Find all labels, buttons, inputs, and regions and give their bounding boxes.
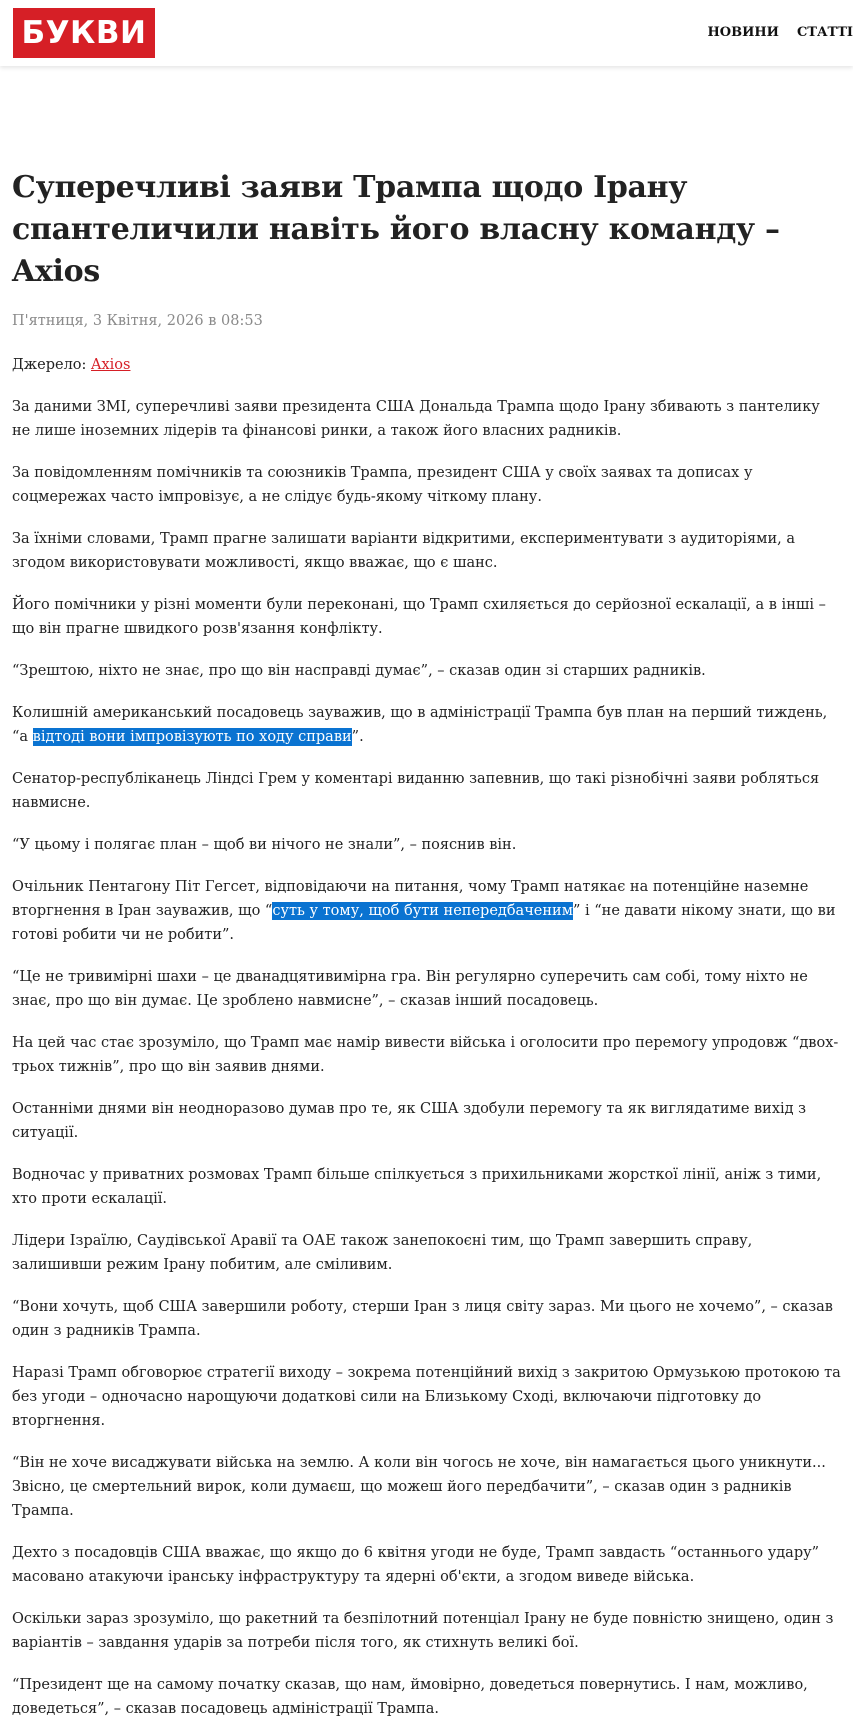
source-link[interactable]: Axios <box>91 357 130 373</box>
paragraph: Дехто з посадовців США вважає, що якщо до 6 квітня угоди не буде, Трамп завдасть “останнього удару” масовано атакуючи іранську інфраструктуру та ядерні об'єкти, а згодом виведе війська. <box>12 1541 841 1589</box>
source-label: Джерело: <box>12 357 91 373</box>
paragraph-text: ” і “не давати нікому знати, що ви готові робити чи не робити”. <box>12 903 835 943</box>
article-title: Суперечливі заяви Трампа щодо Ірану спантеличили навіть його власну команду – Axios <box>12 66 841 293</box>
paragraph: На цей час стає зрозуміло, що Трамп має намір вивести війська і оголосити про перемогу упродовж “двох-трьох тижнів”, про що він заявив днями. <box>12 1031 841 1079</box>
site-header <box>0 0 853 66</box>
article-date: П'ятниця, 3 Квітня, 2026 в 08:53 <box>12 311 841 331</box>
selected-text[interactable]: відтоді вони імпровізують по ходу справи <box>33 728 352 746</box>
paragraph: “Він не хоче висаджувати війська на землю. А коли він чогось не хоче, він намагається цього уникнути... Звісно, це смертельний вирок, коли думаєш, що можеш його передбачити”, – сказав один з радників Трампа. <box>12 1451 841 1523</box>
paragraph-with-selection <box>12 701 841 749</box>
paragraph: Сенатор-республіканець Ліндсі Грем у коментарі виданню запевнив, що такі різнобічні заяви робляться навмисне. <box>12 767 841 815</box>
selected-text[interactable]: суть у тому, щоб бути непередбаченим <box>272 902 573 920</box>
paragraph: “У цьому і полягає план – щоб ви нічого не знали”, – пояснив він. <box>12 833 841 857</box>
paragraph: Останніми днями він неодноразово думав про те, як США здобули перемогу та як виглядатиме вихід з ситуації. <box>12 1097 841 1145</box>
paragraph-with-selection <box>12 875 841 947</box>
nav-item-articles[interactable]: СТАТТІ <box>797 0 853 66</box>
article <box>0 66 853 1721</box>
paragraph: “Це не тривимірні шахи – це дванадцятивимірна гра. Він регулярно суперечить сам собі, тому ніхто не знає, про що він думає. Це зроблено навмисне”, – сказав інший посадовець. <box>12 965 841 1013</box>
article-body <box>12 395 841 1721</box>
paragraph: За їхніми словами, Трамп прагне залишати варіанти відкритими, експериментувати з аудиторіями, а згодом використовувати можливості, якщо вважає, що є шанс. <box>12 527 841 575</box>
paragraph: За даними ЗМІ, суперечливі заяви президента США Дональда Трампа щодо Ірану збивають з пантелику не лише іноземних лідерів та фінансові ринки, а також його власних радників. <box>12 395 841 443</box>
paragraph: Його помічники у різні моменти були переконані, що Трамп схиляється до серйозної ескалації, а в інші – що він прагне швидкого розв'язання конфлікту. <box>12 593 841 641</box>
paragraph: “Вони хочуть, щоб США завершили роботу, стерши Іран з лиця світу зараз. Ми цього не хочемо”, – сказав один з радників Трампа. <box>12 1295 841 1343</box>
paragraph: Водночас у приватних розмовах Трамп більше спілкується з прихильниками жорсткої лінії, аніж з тими, хто проти ескалації. <box>12 1163 841 1211</box>
paragraph-text: Очільник Пентагону Піт Гегсет, відповідаючи на питання, чому Трамп натякає на потенційне наземне вторгнення в Іран зауважив, що “ <box>12 879 808 919</box>
paragraph-text: ”. <box>352 729 364 745</box>
paragraph: Лідери Ізраїлю, Саудівської Аравії та ОАЕ також занепокоєні тим, що Трамп завершить справу, залишивши режим Ірану побитим, але сміливим. <box>12 1229 841 1277</box>
paragraph: “Президент ще на самому початку сказав, що нам, ймовірно, доведеться повернутись. І нам, можливо, доведеться”, – сказав посадовець адміністрації Трампа. <box>12 1673 841 1721</box>
paragraph-text: Колишній американський посадовець зауважив, що в адміністрації Трампа був план на перший тиждень, “а <box>12 705 827 745</box>
site-logo[interactable]: БУКВИ <box>13 8 155 58</box>
main-nav <box>690 0 853 66</box>
paragraph: Оскільки зараз зрозуміло, що ракетний та безпілотний потенціал Ірану не буде повністю знищено, один з варіантів – завдання ударів за потреби після того, як стихнуть великі бої. <box>12 1607 841 1655</box>
article-source <box>12 355 841 375</box>
paragraph: Наразі Трамп обговорює стратегії виходу – зокрема потенційний вихід з закритою Ормузькою протокою та без угоди – одночасно нарощуючи додаткові сили на Близькому Сході, включаючи підготовку до вторгнення. <box>12 1361 841 1433</box>
paragraph: “Зрештою, ніхто не знає, про що він насправді думає”, – сказав один зі старших радників. <box>12 659 841 683</box>
paragraph: За повідомленням помічників та союзників Трампа, президент США у своїх заявах та дописах у соцмережах часто імпровізує, а не слідує будь-якому чіткому плану. <box>12 461 841 509</box>
nav-item-news[interactable]: НОВИНИ <box>708 0 779 66</box>
